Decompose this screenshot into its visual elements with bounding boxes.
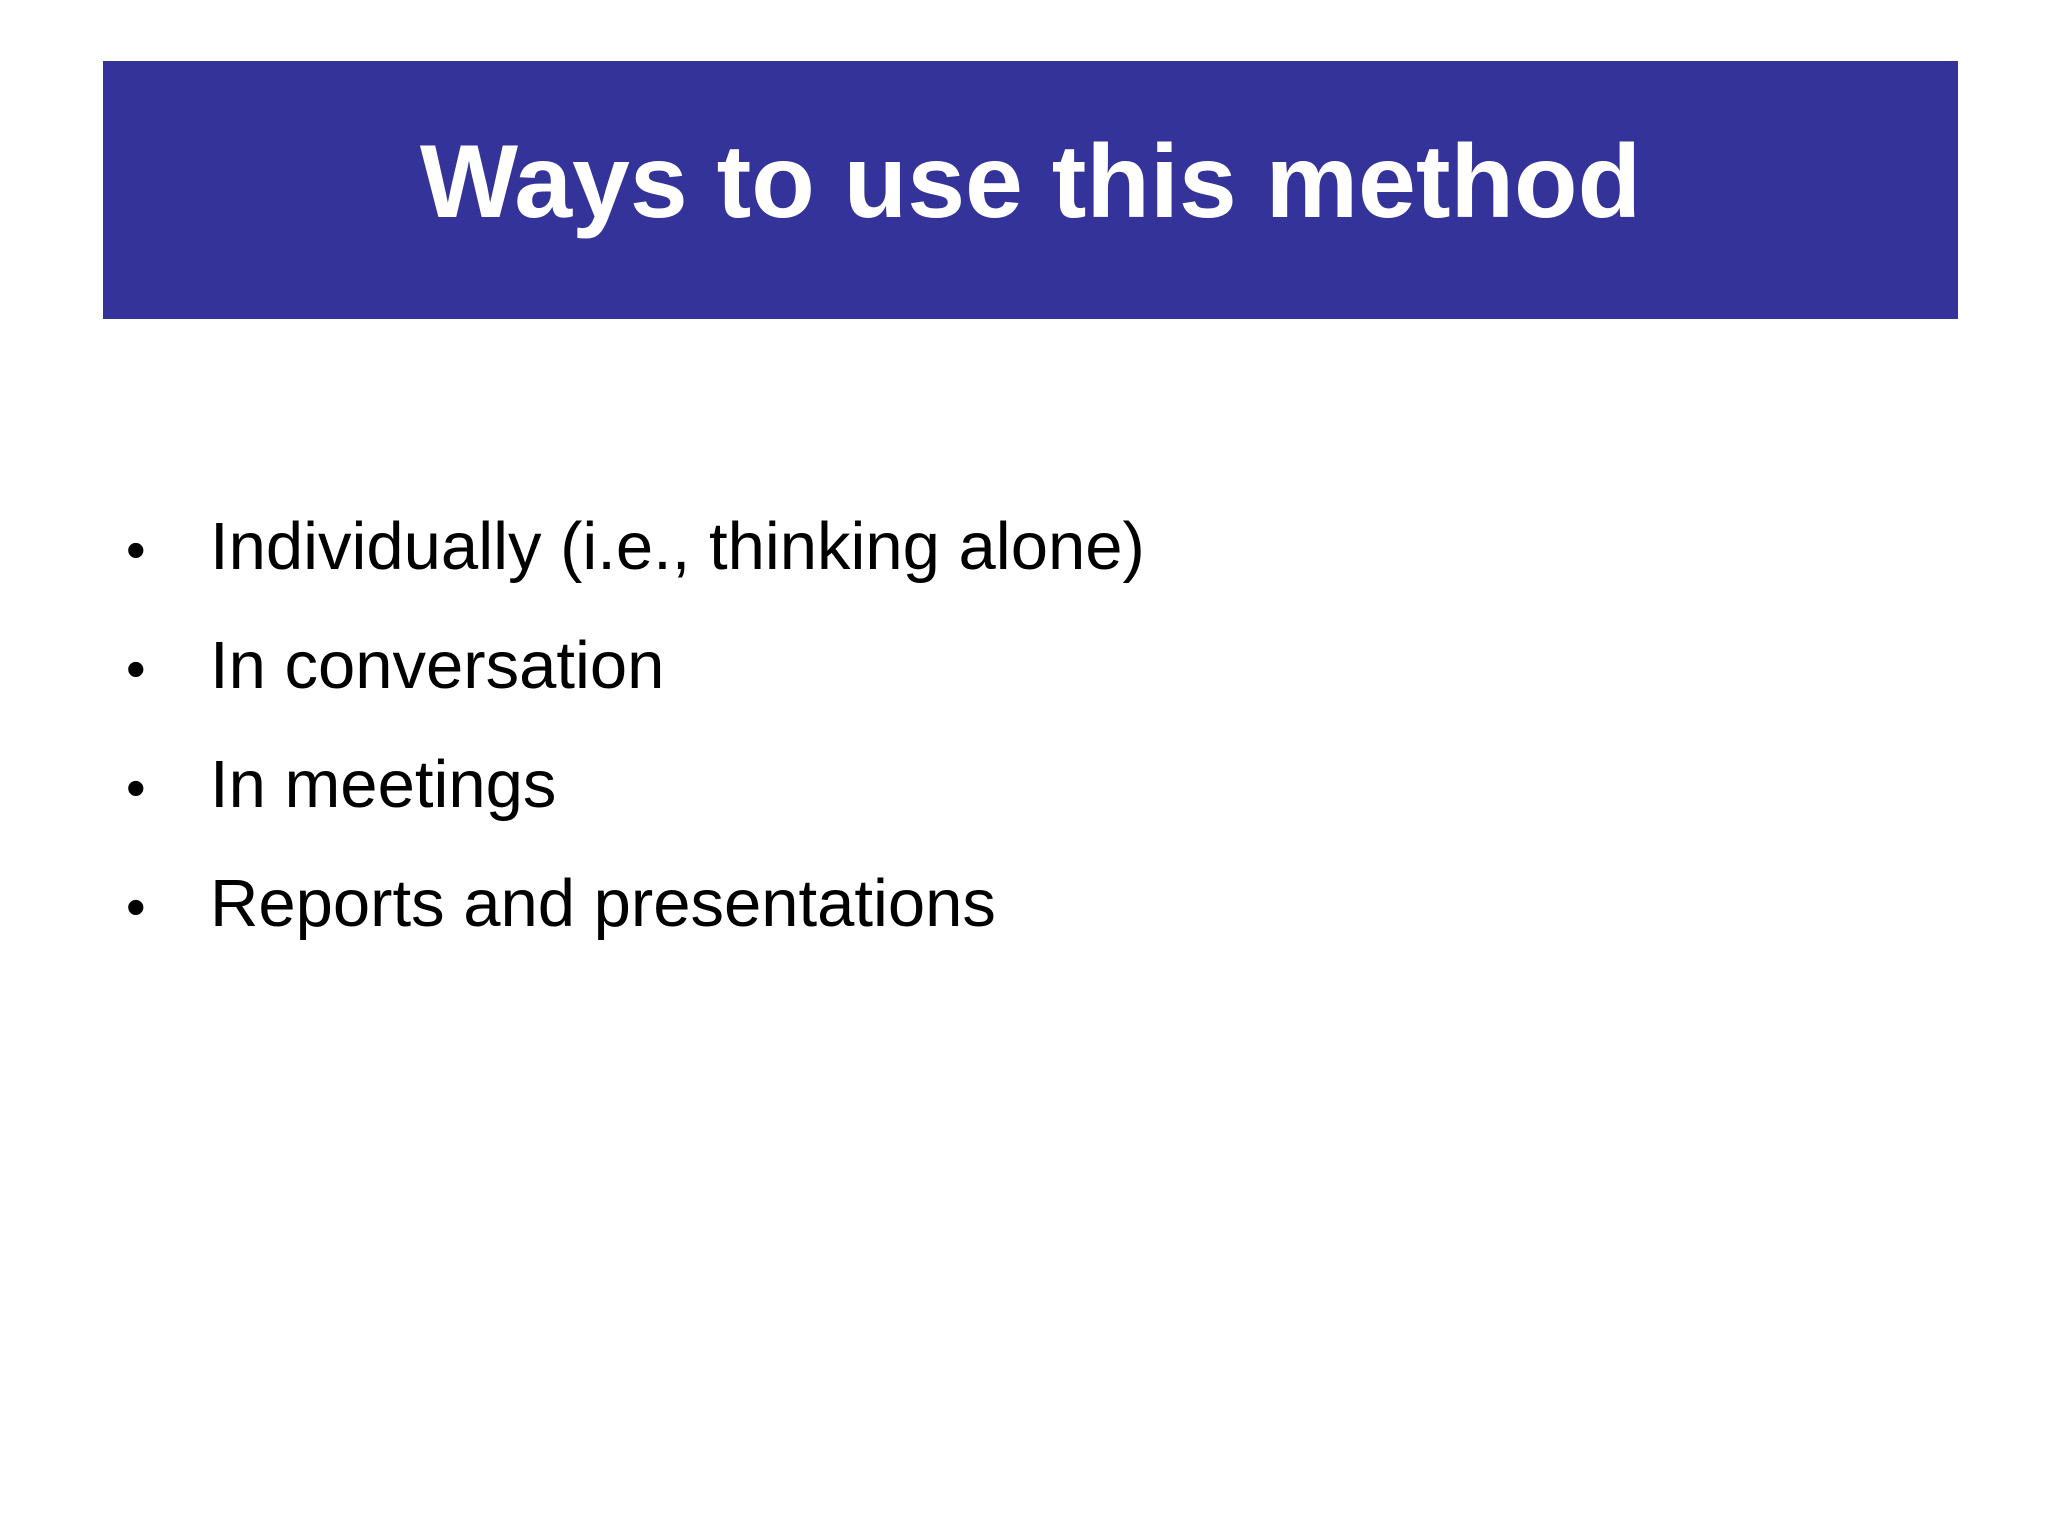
bullet-text: Reports and presentations <box>210 866 996 941</box>
list-item <box>118 860 1145 979</box>
bullet-icon: • <box>126 756 146 819</box>
bullet-text: In meetings <box>210 747 557 822</box>
list-item <box>118 741 1145 860</box>
bullet-icon: • <box>126 875 146 938</box>
list-item <box>118 622 1145 741</box>
list-item <box>118 503 1145 622</box>
bullet-icon: • <box>126 518 146 581</box>
bullet-text: Individually (i.e., thinking alone) <box>210 509 1145 584</box>
bullet-icon: • <box>126 637 146 700</box>
title-bar <box>103 61 1958 319</box>
bullet-list <box>118 503 1145 979</box>
bullet-text: In conversation <box>210 628 665 703</box>
slide-title: Ways to use this method <box>419 124 1642 240</box>
